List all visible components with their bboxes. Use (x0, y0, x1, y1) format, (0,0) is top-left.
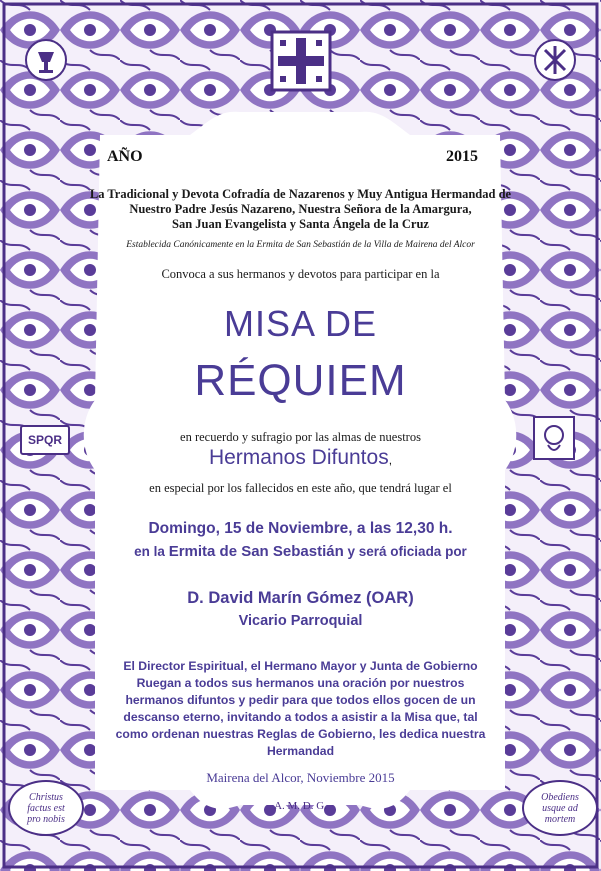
year-label: AÑO (107, 148, 143, 165)
spqr-label: SPQR (27, 433, 62, 447)
paragraph-line: hermanos difuntos y pedir para que todos ellos gocen de un (125, 693, 476, 707)
brotherhood-line-1: La Tradicional y Devota Cofradía de Nazarenos y Muy Antigua Hermandad de (89, 187, 512, 201)
hermanos-comma: , (388, 453, 393, 467)
officiant-name: D. David Marín Gómez (OAR) (187, 589, 414, 607)
place-name: Ermita de San Sebastián (168, 543, 344, 560)
title-line-1: MISA DE (223, 303, 378, 344)
recuerdo-line: en recuerdo y sufragio por las almas de nuestros (180, 430, 421, 444)
year-value: 2015 (446, 148, 478, 165)
officiant-role: Vicario Parroquial (238, 613, 363, 629)
signature-date: Mairena del Alcor, Noviembre 2015 (206, 770, 395, 785)
especial-line: en especial por los fallecidos en este año, que tendrá lugar el (149, 481, 452, 495)
paragraph-line: Hermandad (266, 744, 335, 758)
jerusalem-cross-icon (270, 30, 332, 92)
paragraph-line: El Director Espiritual, el Hermano Mayor y Junta de Gobierno (123, 659, 478, 673)
convoca-line: Convoca a sus hermanos y devotos para participar en la (161, 267, 440, 281)
hermanos-label: Hermanos Difuntos (208, 446, 389, 469)
place-prefix: en la (134, 544, 169, 559)
event-place (0, 543, 601, 560)
event-date: Domingo, 15 de Noviembre, a las 12,30 h. (148, 520, 453, 537)
chalice-icon (24, 38, 68, 82)
medallion-text: Christus (29, 791, 63, 803)
medallion-text: usque ad (542, 802, 578, 814)
paragraph-line: descanso eterno, invitando a todos a asistir a la Misa que, tal (123, 710, 478, 724)
nails-icon (533, 38, 577, 82)
hermanos-difuntos (0, 446, 601, 470)
medallion-text: factus est (27, 802, 65, 814)
invitation-paragraph (0, 658, 601, 760)
brotherhood-line-3: San Juan Evangelista y Santa Ángela de la Cruz (172, 217, 429, 231)
medallion-text: pro nobis (27, 813, 65, 825)
place-suffix: y será oficiada por (343, 544, 467, 559)
paragraph-line: como ordenan nuestras Reglas de Gobierno, les dedica nuestra (115, 727, 486, 741)
paragraph-line: Ruegan a todos sus hermanos una oración por nuestros (136, 676, 465, 690)
title-line-2: RÉQUIEM (194, 356, 407, 405)
medallion-text: Obediens (541, 791, 579, 803)
established-line: Establecida Canónicamente en la Ermita de San Sebastián de la Villa de Mairena del Alcor (126, 240, 475, 250)
amdg-label: A. M. D. G. (274, 800, 327, 812)
brotherhood-line-2: Nuestro Padre Jesús Nazareno, Nuestra Señora de la Amargura, (129, 202, 472, 216)
medallion-text: mortem (544, 813, 576, 825)
